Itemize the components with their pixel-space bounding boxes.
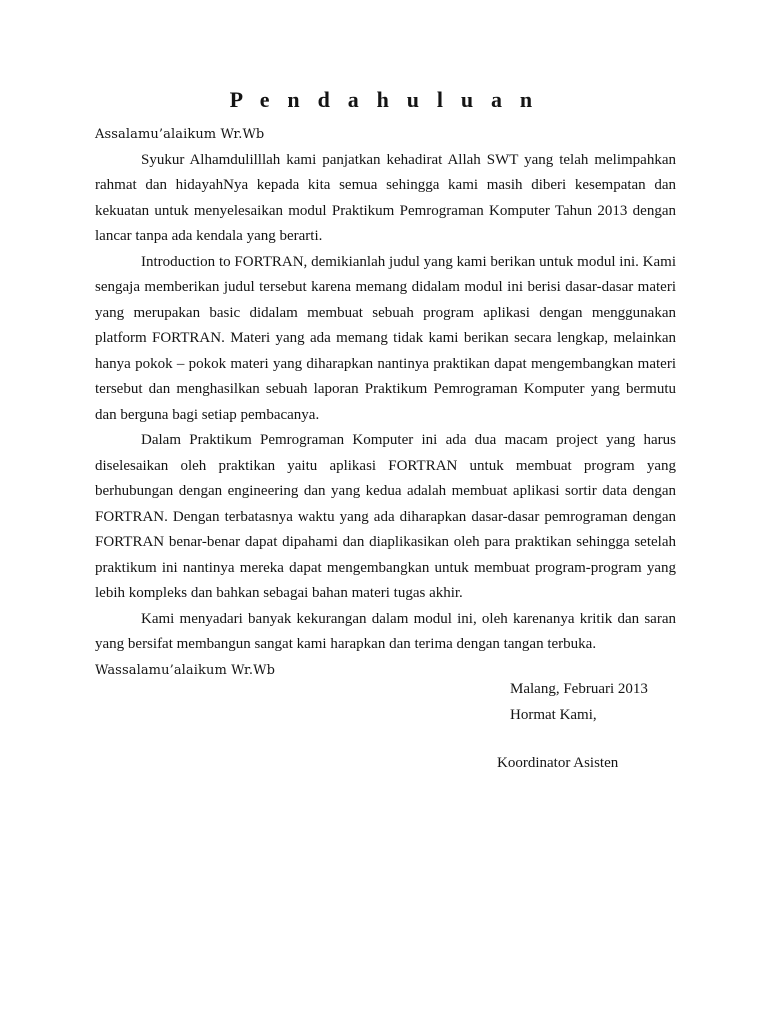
signature-block	[510, 676, 648, 728]
page-title: P e n d a h u l u a n	[229, 87, 539, 112]
paragraph-4: Kami menyadari banyak kekurangan dalam modul ini, oleh karenanya kritik dan saran yang bersifat membangun sangat kami harapkan dan terima dengan tangan terbuka.	[95, 610, 676, 652]
signature-role: Koordinator Asisten	[497, 755, 619, 771]
regards-text: Hormat Kami,	[510, 707, 597, 723]
closing-text: Wassalamu’alaikum Wr.Wb	[95, 662, 276, 678]
paragraph-3: Dalam Praktikum Pemrograman Komputer ini ada dua macam project yang harus diselesaikan oleh praktikan yaitu aplikasi FORTRAN untuk membuat program yang berhubungan dengan engineering dan yang kedua adalah membuat aplikasi sortir data dengan FORTRAN. Dengan terbatasnya waktu yang ada diharapkan dasar-dasar pemrograman dengan FORTRAN benar-benar dapat dipahami dan diaplikasikan oleh para praktikan sehingga setelah praktikum ini nantinya mereka dapat mengembangkan untuk membuat program-program yang lebih kompleks dan bahkan sebagai bahan materi tugas akhir.	[95, 432, 676, 601]
place-date: Malang, Februari 2013	[510, 681, 648, 697]
greeting-text: Assalamu’alaikum Wr.Wb	[95, 127, 265, 142]
paragraph-1: Syukur Alhamdulilllah kami panjatkan kehadirat Allah SWT yang telah melimpahkan rahmat dan hidayahNya kepada kita semua sehingga kami masih diberi kesempatan dan kekuatan untuk menyelesaikan modul Praktikum Pemrograman Komputer Tahun 2013 dengan lancar tanpa ada kendala yang berarti.	[95, 151, 676, 244]
document-body	[95, 122, 676, 683]
paragraph-2: Introduction to FORTRAN, demikianlah judul yang kami berikan untuk modul ini. Kami sengaja memberikan judul tersebut karena memang didalam modul ini berisi dasar-dasar materi yang merupakan basic didalam membuat sebuah program aplikasi dengan menggunakan platform FORTRAN. Materi yang ada memang tidak kami berikan secara lengkap, melainkan hanya pokok – pokok materi yang diharapkan nantinya praktikan dapat mengembangkan materi tersebut dan menghasilkan sebuah laporan Praktikum Pemrograman Komputer yang bermutu dan berguna bagi setiap pembacanya.	[95, 253, 676, 423]
